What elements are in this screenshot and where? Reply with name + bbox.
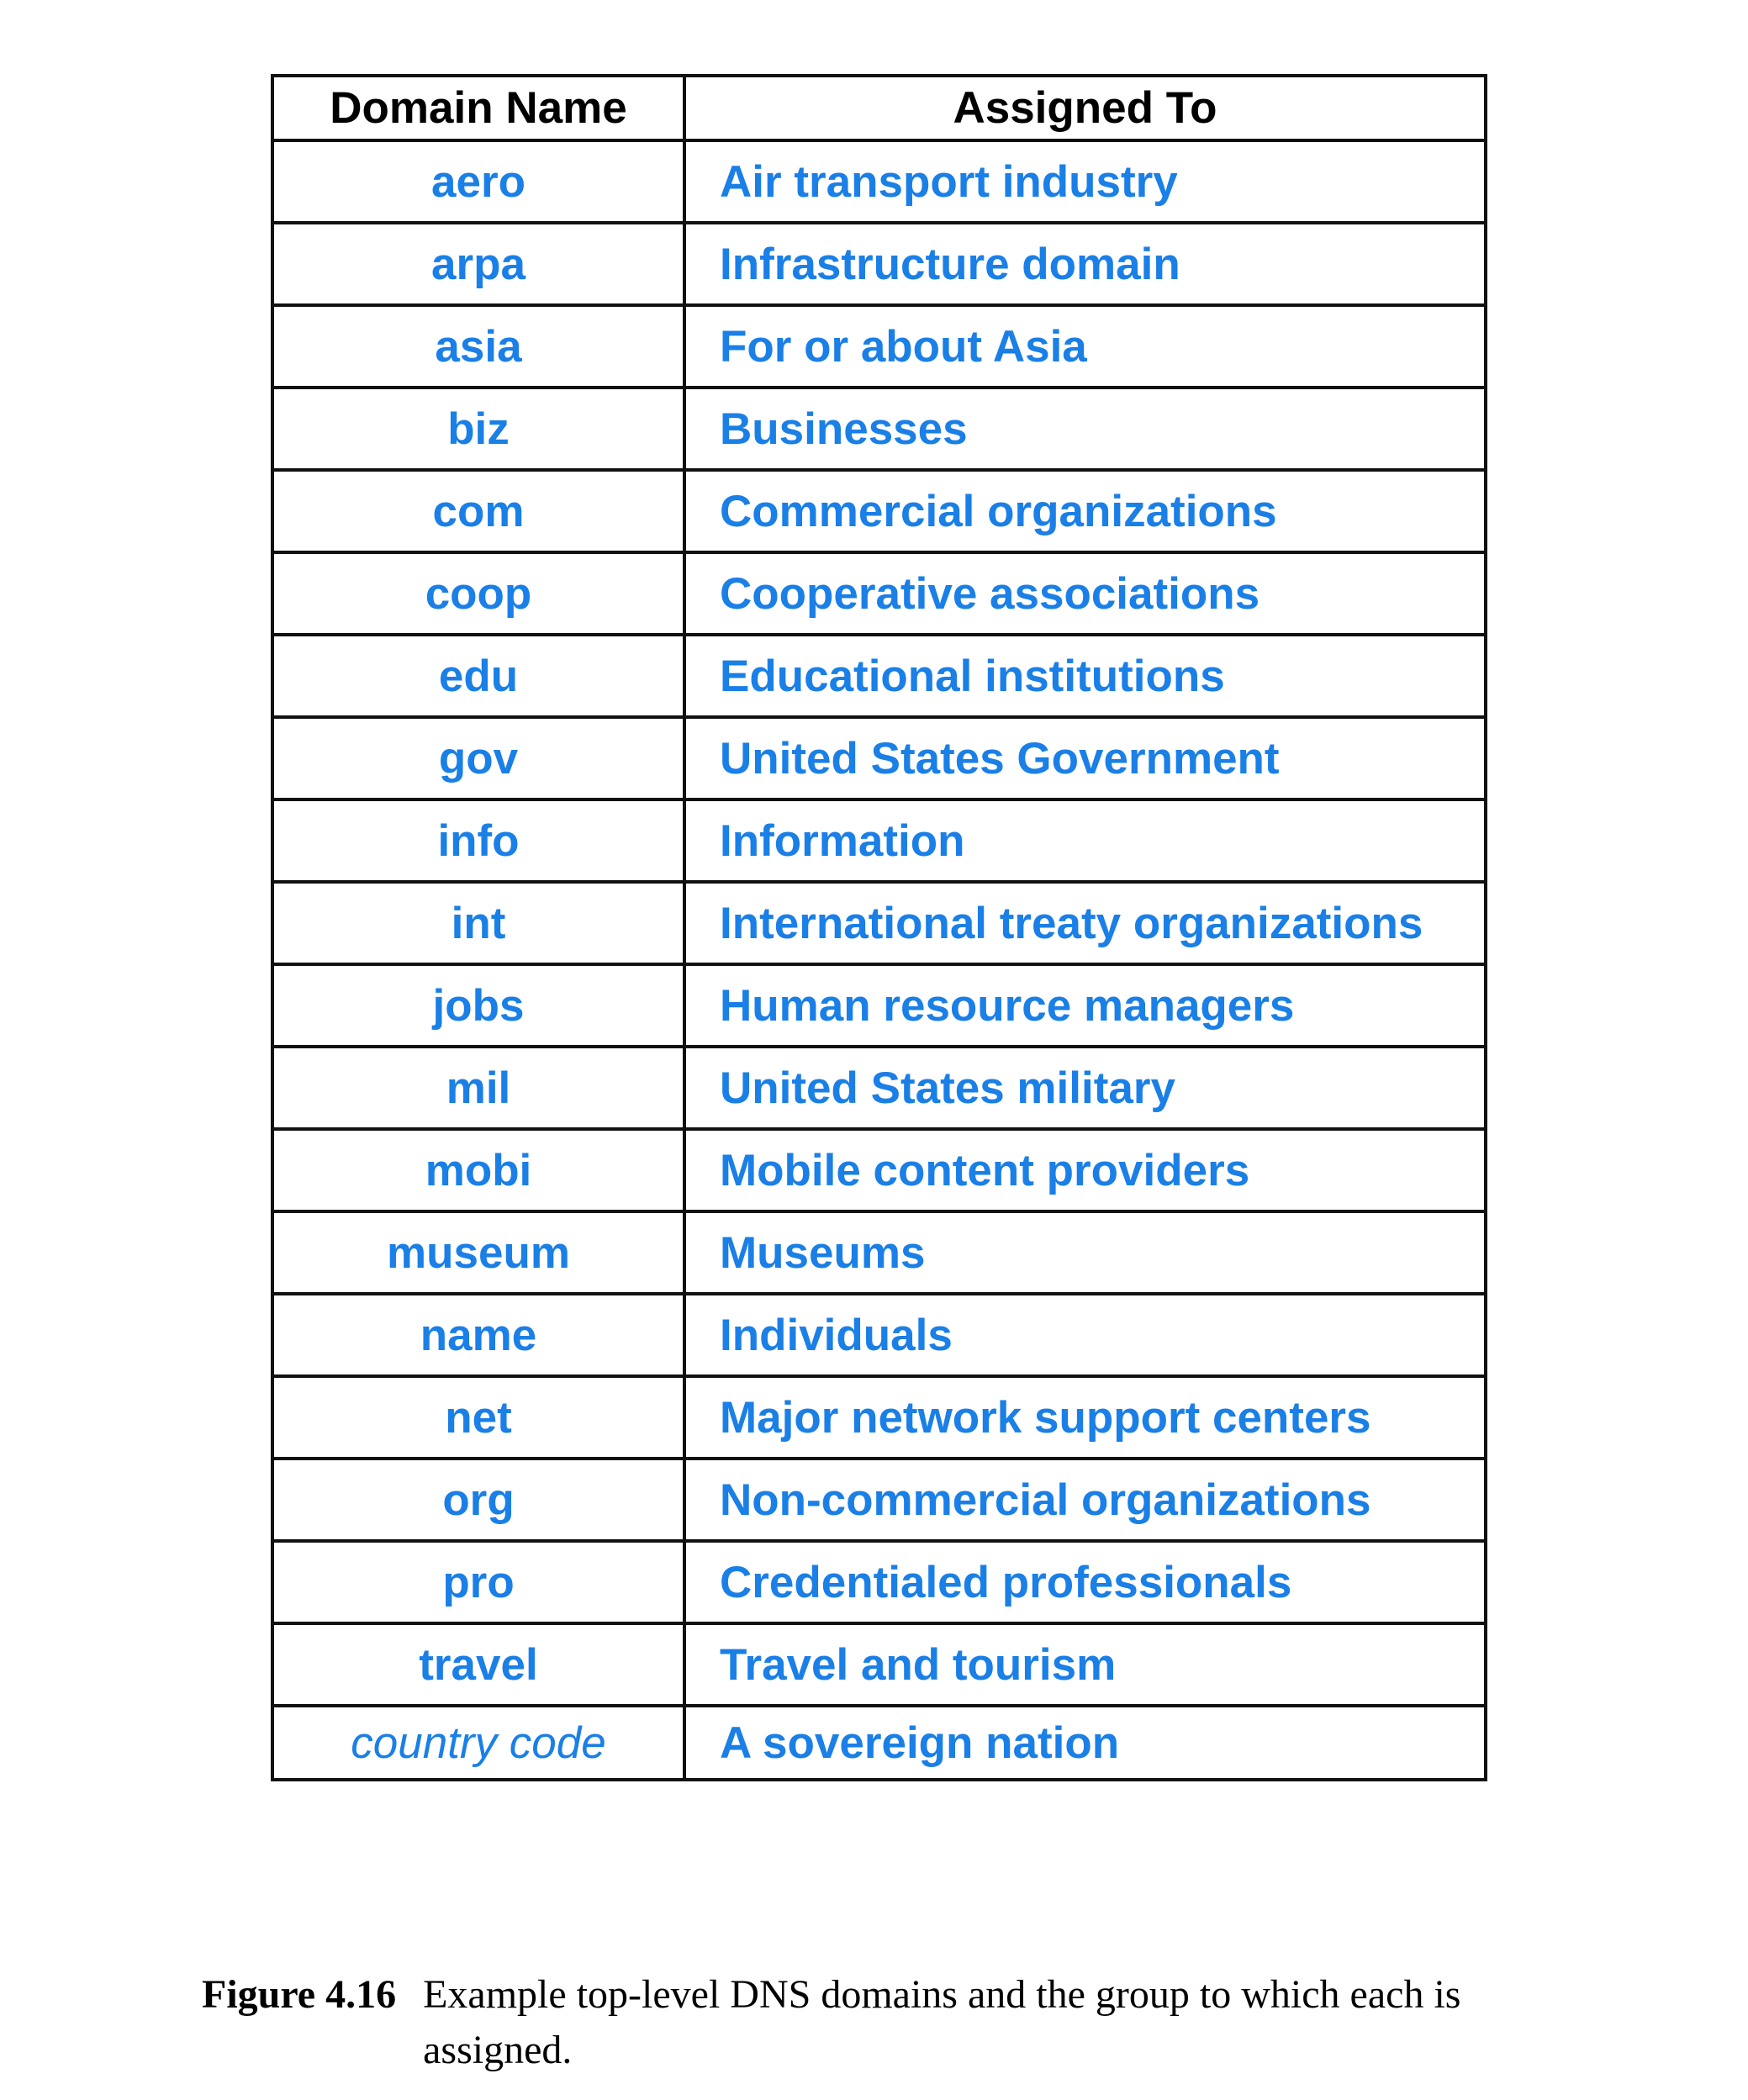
table-body bbox=[272, 140, 1486, 1780]
assigned-to-cell: United States Government bbox=[684, 717, 1486, 799]
assigned-to-cell: A sovereign nation bbox=[684, 1706, 1486, 1780]
table-row bbox=[272, 1129, 1486, 1211]
assigned-to-cell: United States military bbox=[684, 1047, 1486, 1129]
table-row bbox=[272, 635, 1486, 717]
domain-name-cell: coop bbox=[272, 552, 684, 635]
table-row bbox=[272, 223, 1486, 305]
table-row bbox=[272, 470, 1486, 552]
domain-name-cell: travel bbox=[272, 1623, 684, 1706]
domain-name-cell: pro bbox=[272, 1541, 684, 1623]
domain-name-cell: name bbox=[272, 1294, 684, 1376]
domain-name-cell: museum bbox=[272, 1211, 684, 1294]
table-row bbox=[272, 305, 1486, 388]
assigned-to-cell: Human resource managers bbox=[684, 964, 1486, 1047]
domain-name-cell: com bbox=[272, 470, 684, 552]
table-row bbox=[272, 140, 1486, 223]
domain-name-cell: aero bbox=[272, 140, 684, 223]
figure-caption-text: Example top-level DNS domains and the group to which each is assigned. bbox=[423, 1972, 1461, 2072]
domain-name-cell: biz bbox=[272, 388, 684, 470]
table-row bbox=[272, 882, 1486, 964]
figure-label: Figure 4.16 bbox=[202, 1972, 397, 2017]
assigned-to-cell: Commercial organizations bbox=[684, 470, 1486, 552]
assigned-to-cell: Infrastructure domain bbox=[684, 223, 1486, 305]
header-assigned-to: Assigned To bbox=[684, 76, 1486, 140]
header-domain-name: Domain Name bbox=[272, 76, 684, 140]
assigned-to-cell: Cooperative associations bbox=[684, 552, 1486, 635]
assigned-to-cell: Businesses bbox=[684, 388, 1486, 470]
domain-name-cell: net bbox=[272, 1376, 684, 1459]
domain-name-cell: int bbox=[272, 882, 684, 964]
assigned-to-cell: Information bbox=[684, 799, 1486, 882]
assigned-to-cell: Educational institutions bbox=[684, 635, 1486, 717]
table-row bbox=[272, 1211, 1486, 1294]
table-row bbox=[272, 964, 1486, 1047]
table-row bbox=[272, 1294, 1486, 1376]
assigned-to-cell: Mobile content providers bbox=[684, 1129, 1486, 1211]
table-row bbox=[272, 388, 1486, 470]
domain-name-cell: gov bbox=[272, 717, 684, 799]
table-row bbox=[272, 1047, 1486, 1129]
table-row bbox=[272, 1706, 1486, 1780]
assigned-to-cell: Travel and tourism bbox=[684, 1623, 1486, 1706]
domain-name-cell: mobi bbox=[272, 1129, 684, 1211]
domain-name-cell: arpa bbox=[272, 223, 684, 305]
table-row bbox=[272, 1459, 1486, 1541]
domain-name-cell: mil bbox=[272, 1047, 684, 1129]
figure-caption bbox=[202, 1967, 1572, 2078]
domain-name-cell: edu bbox=[272, 635, 684, 717]
table-row bbox=[272, 717, 1486, 799]
table-row bbox=[272, 799, 1486, 882]
table-row bbox=[272, 1623, 1486, 1706]
assigned-to-cell: For or about Asia bbox=[684, 305, 1486, 388]
assigned-to-cell: Non-commercial organizations bbox=[684, 1459, 1486, 1541]
assigned-to-cell: Major network support centers bbox=[684, 1376, 1486, 1459]
assigned-to-cell: International treaty organizations bbox=[684, 882, 1486, 964]
table-header-row bbox=[272, 76, 1486, 140]
assigned-to-cell: Museums bbox=[684, 1211, 1486, 1294]
assigned-to-cell: Air transport industry bbox=[684, 140, 1486, 223]
table-row bbox=[272, 552, 1486, 635]
domain-name-cell: org bbox=[272, 1459, 684, 1541]
assigned-to-cell: Individuals bbox=[684, 1294, 1486, 1376]
domain-name-cell: jobs bbox=[272, 964, 684, 1047]
table-row bbox=[272, 1541, 1486, 1623]
dns-domains-table bbox=[271, 74, 1487, 1781]
assigned-to-cell: Credentialed professionals bbox=[684, 1541, 1486, 1623]
domain-name-cell: info bbox=[272, 799, 684, 882]
table-row bbox=[272, 1376, 1486, 1459]
domain-name-cell: country code bbox=[272, 1706, 684, 1780]
domain-name-cell: asia bbox=[272, 305, 684, 388]
